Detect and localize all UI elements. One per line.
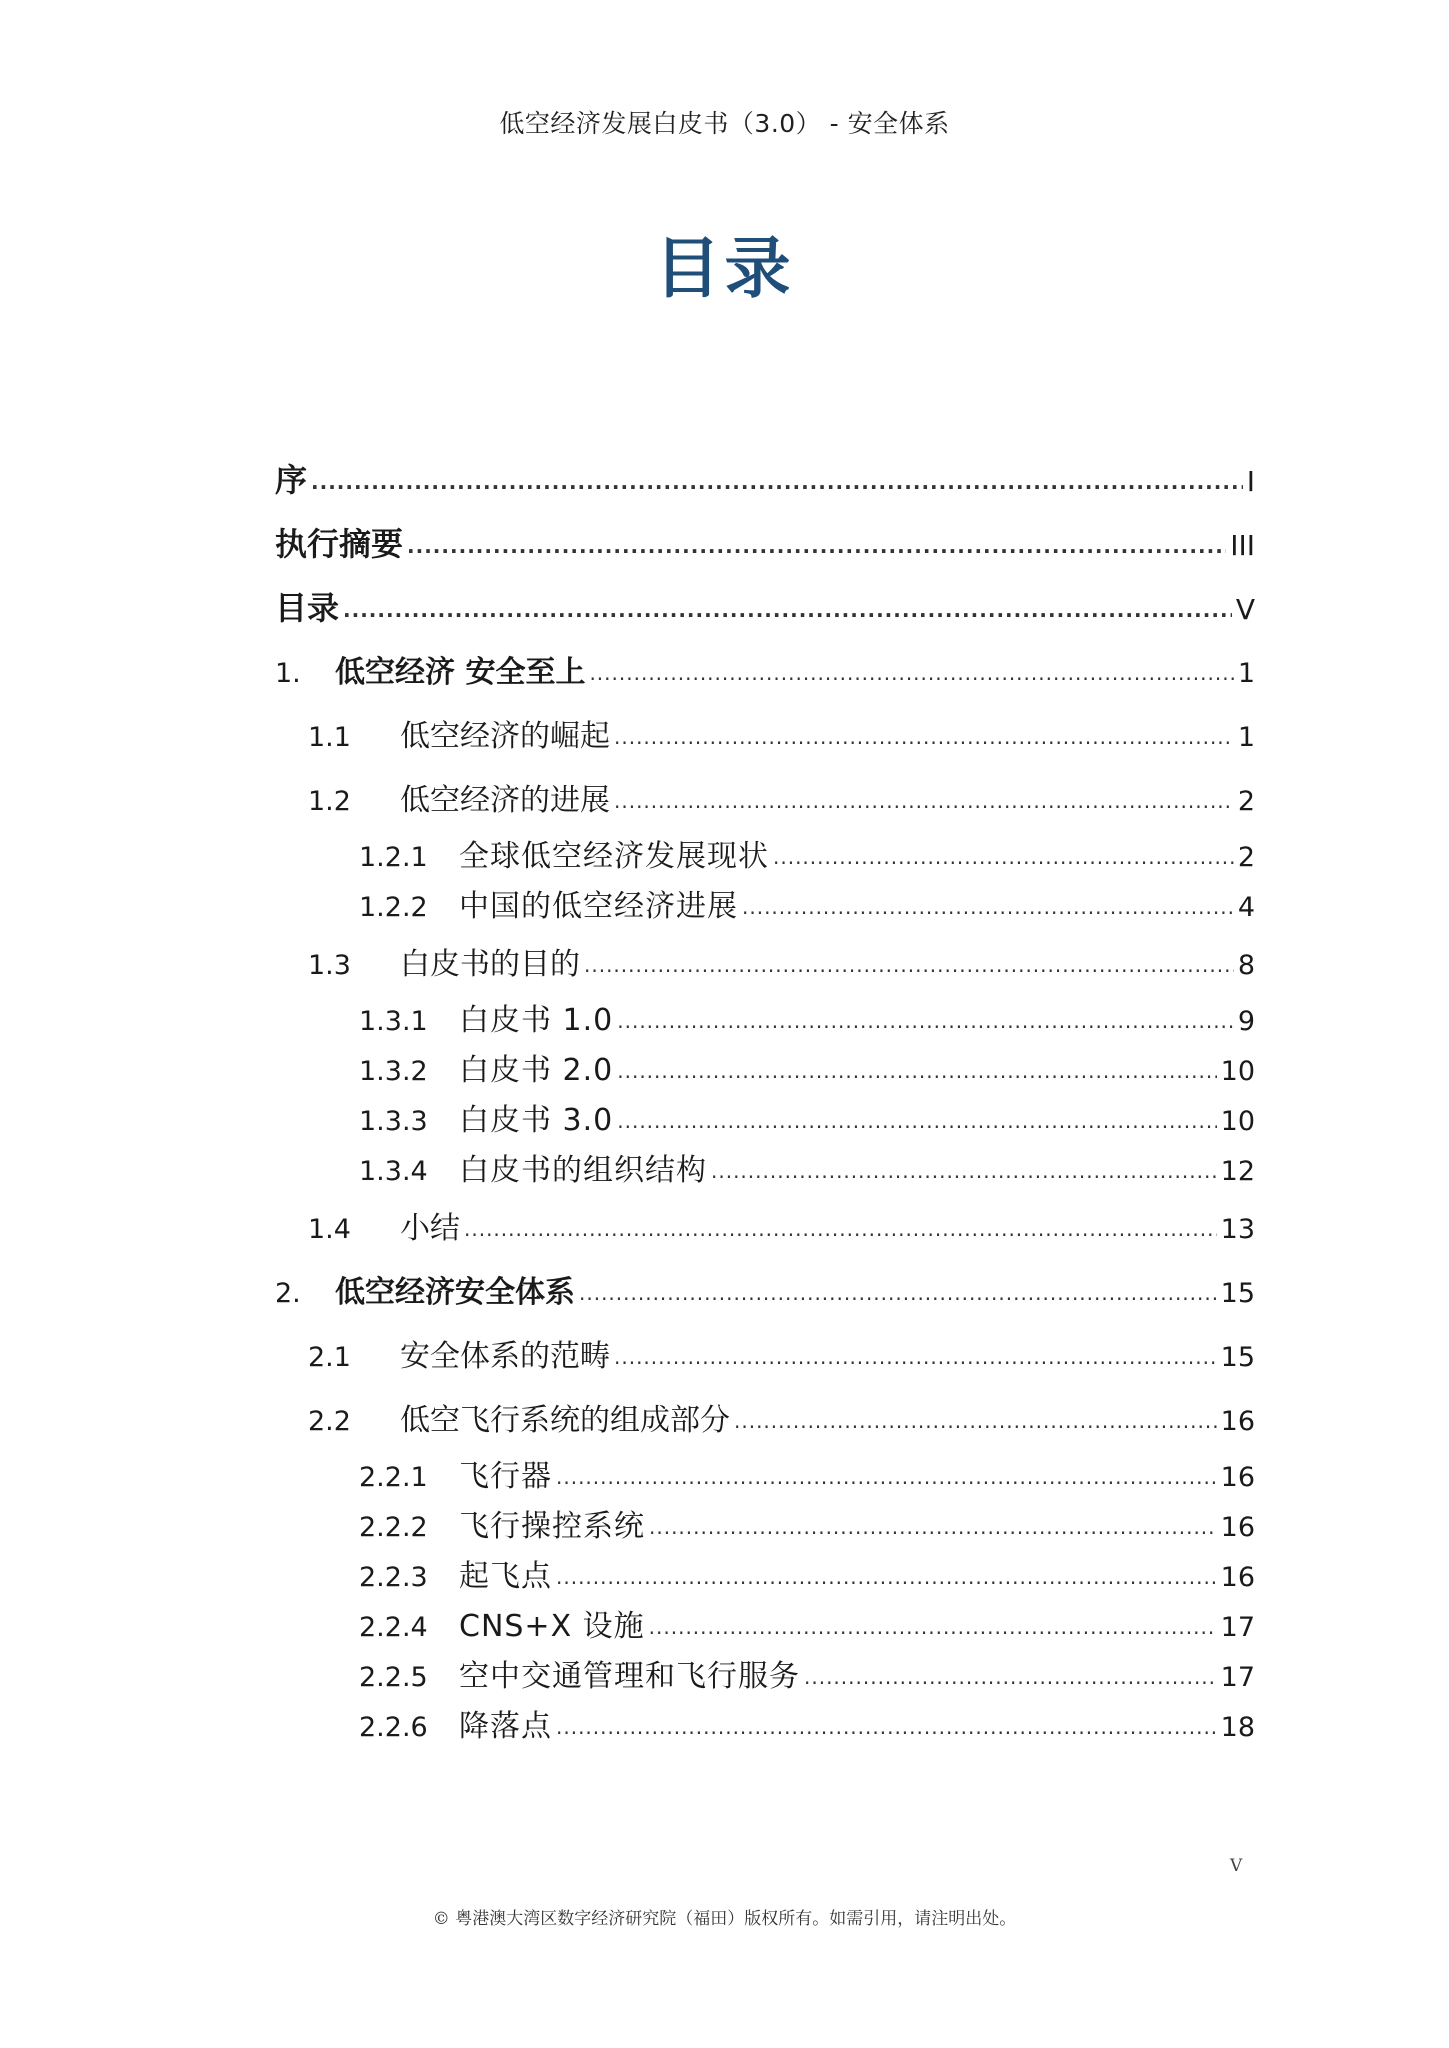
toc-entry-page: 13 [1220, 1214, 1255, 1245]
toc-entry-title: 低空飞行系统的组成部分 [400, 1403, 730, 1438]
toc-entry-title: 白皮书 2.0 [459, 1053, 614, 1088]
toc-dot-leader [711, 1161, 1217, 1181]
toc-entry-page: 16 [1220, 1512, 1255, 1543]
toc-entry-page: 1 [1237, 722, 1255, 753]
running-header: 低空经济发展白皮书（3.0） - 安全体系 [499, 109, 950, 138]
toc-entry-page: 1 [1237, 658, 1255, 689]
toc-dot-leader [617, 1011, 1234, 1031]
toc-entry-number: 1.3.2 [359, 1056, 428, 1087]
toc-dot-leader [734, 1411, 1217, 1431]
toc-dot-leader [584, 955, 1234, 975]
toc-entry-page: 18 [1220, 1712, 1255, 1743]
toc-entry-number: 2.2.6 [359, 1712, 428, 1743]
toc-entry-title: 执行摘要 [275, 525, 404, 563]
toc-dot-leader [556, 1467, 1217, 1487]
toc-dot-leader [556, 1717, 1217, 1737]
toc-entry[interactable] [275, 881, 1255, 925]
toc-entry-number: 2.2.4 [359, 1612, 428, 1643]
toc-entry-title: 序 [275, 461, 308, 499]
toc-dot-leader [614, 727, 1234, 747]
toc-entry-page: 16 [1220, 1462, 1255, 1493]
toc-entry[interactable] [275, 995, 1255, 1039]
toc-entry-title: 白皮书 3.0 [459, 1103, 614, 1138]
toc-dot-leader [589, 663, 1233, 683]
toc-entry-page: III [1230, 529, 1255, 562]
toc-entry-number: 1.3.3 [359, 1106, 428, 1137]
toc-entry[interactable] [275, 1331, 1255, 1375]
toc-dot-leader [773, 847, 1234, 867]
toc-entry-title: 安全体系的范畴 [400, 1339, 610, 1374]
toc-entry-title: 白皮书 1.0 [459, 1003, 614, 1038]
toc-entry[interactable] [275, 1145, 1255, 1189]
toc-entry-number: 2.2.3 [359, 1562, 428, 1593]
toc-dot-leader [579, 1283, 1217, 1303]
page-number: V [1230, 1856, 1243, 1876]
toc-entry-number: 2.2.5 [359, 1662, 428, 1693]
toc-entry[interactable] [275, 1451, 1255, 1495]
toc-entry-page: 12 [1220, 1156, 1255, 1187]
toc-entry-title: 目录 [275, 589, 340, 627]
toc-entry[interactable] [275, 775, 1255, 819]
toc-entry-page: 2 [1237, 842, 1255, 873]
toc-entry-number: 2. [275, 1278, 301, 1309]
toc-entry-number: 1.1 [308, 722, 351, 753]
toc-dot-leader [617, 1061, 1216, 1081]
toc-entry-number: 1.3.1 [359, 1006, 428, 1037]
toc-entry-title: 降落点 [459, 1709, 552, 1744]
toc-entry-title: 空中交通管理和飞行服务 [459, 1659, 800, 1694]
toc-entry-number: 1.3 [308, 950, 351, 981]
toc-entry-number: 1.2 [308, 786, 351, 817]
toc-entry[interactable] [275, 831, 1255, 875]
toc-entry[interactable] [275, 519, 1255, 565]
toc-dot-leader [343, 600, 1232, 620]
toc-entry-page: I [1246, 465, 1255, 498]
toc-entry-number: 1.2.1 [359, 842, 428, 873]
toc-entry-number: 2.2.1 [359, 1462, 428, 1493]
toc-entry[interactable] [275, 1045, 1255, 1089]
toc-dot-leader [311, 472, 1243, 492]
toc-entry-title: 低空经济 安全至上 [335, 655, 586, 690]
toc-entry-title: 小结 [400, 1211, 460, 1246]
toc-entry-title: CNS+X 设施 [459, 1609, 645, 1644]
toc-entry-number: 1.4 [308, 1214, 351, 1245]
toc-dot-leader [407, 536, 1226, 556]
toc-entry-page: 17 [1220, 1662, 1255, 1693]
toc-dot-leader [614, 1347, 1217, 1367]
toc-dot-leader [556, 1567, 1217, 1587]
toc-entry[interactable] [275, 1267, 1255, 1311]
toc-entry-page: 2 [1237, 786, 1255, 817]
toc-entry-title: 飞行器 [459, 1459, 552, 1494]
toc-entry-title: 白皮书的目的 [400, 947, 580, 982]
toc-entry-title: 低空经济安全体系 [335, 1275, 575, 1310]
toc-entry[interactable] [275, 1501, 1255, 1545]
toc-entry[interactable] [275, 583, 1255, 629]
page-title: 目录 [654, 230, 795, 307]
toc-entry[interactable] [275, 1601, 1255, 1645]
toc-entry-page: 4 [1237, 892, 1255, 923]
toc-entry-page: 16 [1220, 1562, 1255, 1593]
toc-entry-title: 低空经济的崛起 [400, 719, 610, 754]
toc-entry[interactable] [275, 1701, 1255, 1745]
toc-entry-page: 16 [1220, 1406, 1255, 1437]
toc-entry-page: 17 [1220, 1612, 1255, 1643]
toc-entry-page: 8 [1237, 950, 1255, 981]
toc-entry[interactable] [275, 711, 1255, 755]
toc-entry-title: 起飞点 [459, 1559, 552, 1594]
toc-dot-leader [617, 1111, 1216, 1131]
toc-entry-page: V [1235, 593, 1255, 626]
toc-entry-number: 2.2.2 [359, 1512, 428, 1543]
toc-entry-page: 9 [1237, 1006, 1255, 1037]
toc-entry-page: 15 [1220, 1342, 1255, 1373]
toc-entry-title: 中国的低空经济进展 [459, 889, 738, 924]
toc-entry[interactable] [275, 939, 1255, 983]
toc-entry[interactable] [275, 455, 1255, 501]
toc-entry[interactable] [275, 1651, 1255, 1695]
copyright-notice: © 粤港澳大湾区数字经济研究院（福田）版权所有。如需引用，请注明出处。 [432, 1909, 1017, 1929]
toc-dot-leader [649, 1617, 1217, 1637]
toc-dot-leader [742, 897, 1234, 917]
toc-dot-leader [649, 1517, 1217, 1537]
toc-entry-title: 全球低空经济发展现状 [459, 839, 769, 874]
toc-entry-title: 低空经济的进展 [400, 783, 610, 818]
toc-entry-number: 1.3.4 [359, 1156, 428, 1187]
toc-entry[interactable] [275, 647, 1255, 691]
toc-entry[interactable] [275, 1395, 1255, 1439]
toc-entry-number: 2.1 [308, 1342, 351, 1373]
toc-dot-leader [804, 1667, 1217, 1687]
toc-entry-page: 10 [1220, 1106, 1255, 1137]
toc-dot-leader [464, 1219, 1217, 1239]
toc-entry[interactable] [275, 1551, 1255, 1595]
toc-entry-title: 白皮书的组织结构 [459, 1153, 707, 1188]
toc-entry-title: 飞行操控系统 [459, 1509, 645, 1544]
toc-entry-number: 1.2.2 [359, 892, 428, 923]
toc-entry-number: 2.2 [308, 1406, 351, 1437]
toc-entry-page: 10 [1220, 1056, 1255, 1087]
toc-entry[interactable] [275, 1203, 1255, 1247]
toc-dot-leader [614, 791, 1234, 811]
toc-entry-page: 15 [1220, 1278, 1255, 1309]
toc-entry-number: 1. [275, 658, 301, 689]
toc-entry[interactable] [275, 1095, 1255, 1139]
